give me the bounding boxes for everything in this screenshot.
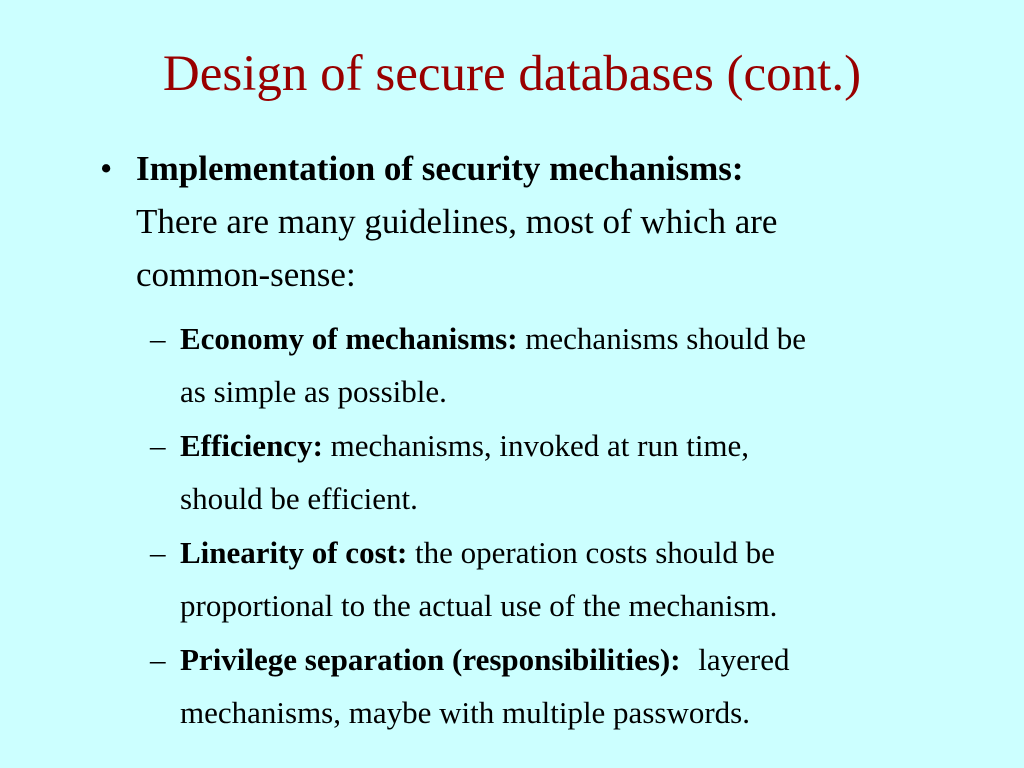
sub-bullet-linearity: [150, 526, 990, 632]
sub-bullet-text-line2: proportional to the actual use of the mechanism.: [180, 588, 778, 623]
dash-marker: –: [150, 642, 166, 677]
sub-bullet-list: [150, 312, 990, 739]
dash-marker: –: [150, 535, 166, 570]
sub-bullet-heading: Privilege separation (responsibilities):: [180, 642, 681, 677]
sub-bullet-line1: [180, 312, 990, 365]
main-bullet-heading: Implementation of security mechanisms:: [136, 149, 744, 188]
sub-bullet-heading: Linearity of cost:: [180, 535, 408, 570]
sub-bullet-text-line1: mechanisms should be: [525, 321, 806, 356]
main-bullet-text-line2: common-sense:: [136, 255, 356, 294]
sub-bullet-body: [180, 312, 990, 418]
main-bullet-text-line1: There are many guidelines, most of which are: [136, 202, 778, 241]
sub-bullet-privilege: [150, 633, 990, 739]
sub-bullet-text-line1: layered: [698, 642, 790, 677]
sub-bullet-line1: [180, 633, 990, 686]
sub-bullet-heading: Efficiency:: [180, 428, 323, 463]
sub-bullet-line1: [180, 526, 990, 579]
sub-bullet-body: [180, 419, 990, 525]
sub-bullet-text-line1: mechanisms, invoked at run time,: [330, 428, 750, 463]
sub-bullet-text-line2: mechanisms, maybe with multiple passwords.: [180, 695, 750, 730]
sub-bullet-efficiency: [150, 419, 990, 525]
sub-bullet-text-line1: the operation costs should be: [415, 535, 775, 570]
sub-bullet-heading: Economy of mechanisms:: [180, 321, 518, 356]
main-bullet-body: [136, 142, 980, 301]
slide-title: Design of secure databases (cont.): [162, 46, 862, 102]
sub-bullet-text-line2: should be efficient.: [180, 481, 418, 516]
sub-bullet-body: [180, 633, 990, 739]
dash-marker: –: [150, 428, 166, 463]
bullet-marker: •: [100, 149, 113, 188]
sub-bullet-text-line2: as simple as possible.: [180, 374, 447, 409]
main-bullet: [100, 142, 980, 301]
dash-marker: –: [150, 321, 166, 356]
sub-bullet-line1: [180, 419, 990, 472]
sub-bullet-body: [180, 526, 990, 632]
sub-bullet-economy: [150, 312, 990, 418]
